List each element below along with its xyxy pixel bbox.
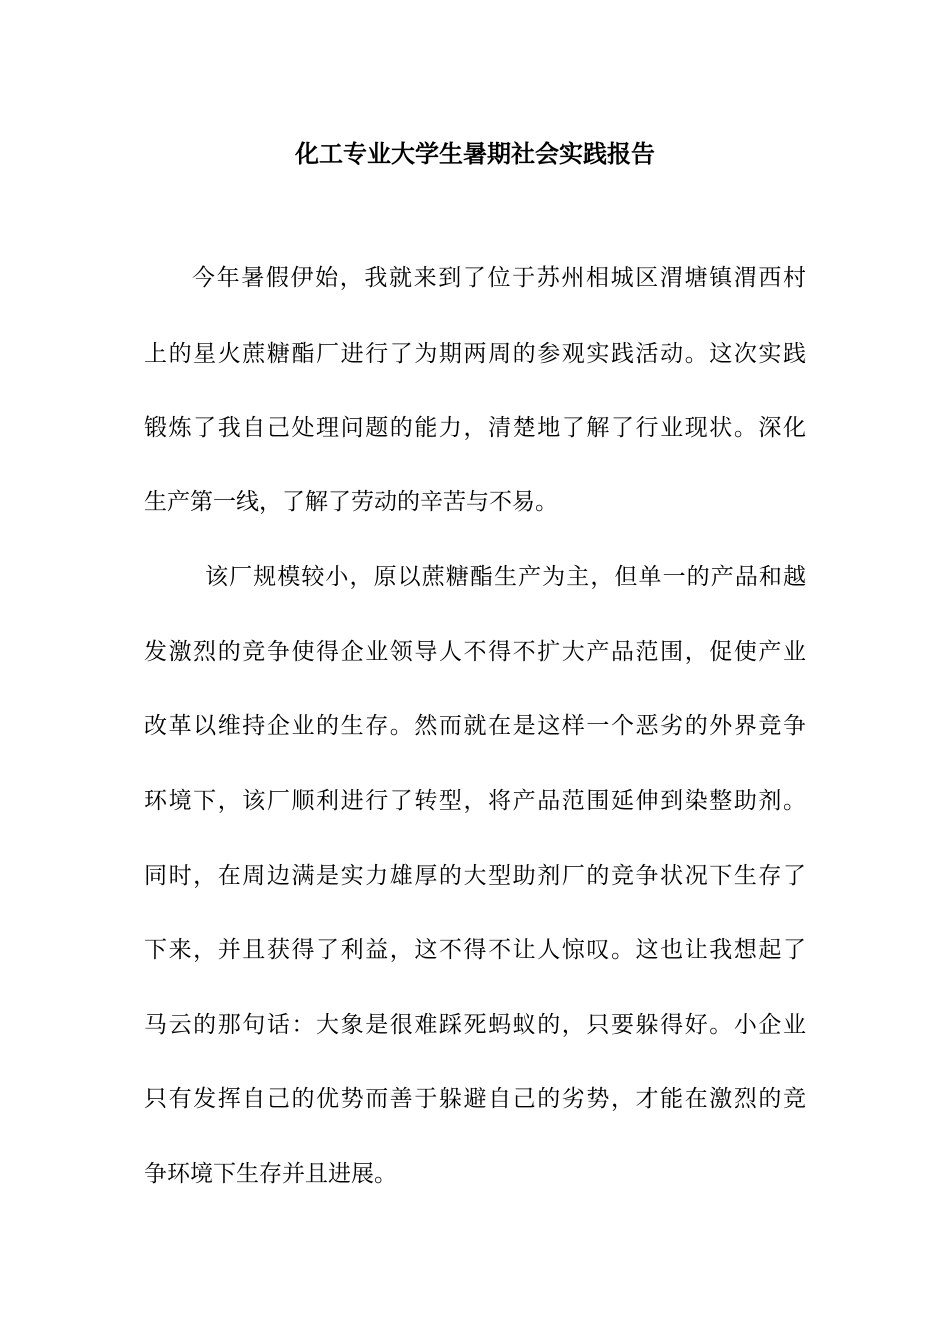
paragraph-line: 上的星火蔗糖酯厂进行了为期两周的参观实践活动。这次实践 bbox=[144, 341, 806, 367]
paragraph-line: 生产第一线，了解了劳动的辛苦与不易。 bbox=[144, 489, 558, 515]
paragraph-line: 争环境下生存并且进展。 bbox=[144, 1161, 397, 1187]
paragraph-line: 今年暑假伊始，我就来到了位于苏州相城区渭塘镇渭西村 bbox=[192, 265, 806, 291]
paragraph-line: 环境下，该厂顺利进行了转型，将产品范围延伸到染整助剂。 bbox=[144, 788, 806, 814]
paragraph-line: 下来，并且获得了利益，这不得不让人惊叹。这也让我想起了 bbox=[144, 937, 806, 963]
paragraph-line: 改革以维持企业的生存。然而就在是这样一个恶劣的外界竞争 bbox=[144, 713, 806, 739]
paragraph-line: 同时，在周边满是实力雄厚的大型助剂厂的竞争状况下生存了 bbox=[144, 863, 806, 889]
document-title: 化工专业大学生暑期社会实践报告 bbox=[295, 139, 655, 168]
paragraph-line: 锻炼了我自己处理问题的能力，清楚地了解了行业现状。深化 bbox=[144, 415, 806, 441]
paragraph-line: 马云的那句话：大象是很难踩死蚂蚁的，只要躲得好。小企业 bbox=[144, 1012, 806, 1038]
paragraph-line: 只有发挥自己的优势而善于躲避自己的劣势，才能在激烈的竞 bbox=[144, 1086, 806, 1112]
paragraph-line: 发激烈的竞争使得企业领导人不得不扩大产品范围，促使产业 bbox=[144, 639, 806, 665]
paragraph-line: 该厂规模较小，原以蔗糖酯生产为主，但单一的产品和越 bbox=[205, 564, 806, 590]
